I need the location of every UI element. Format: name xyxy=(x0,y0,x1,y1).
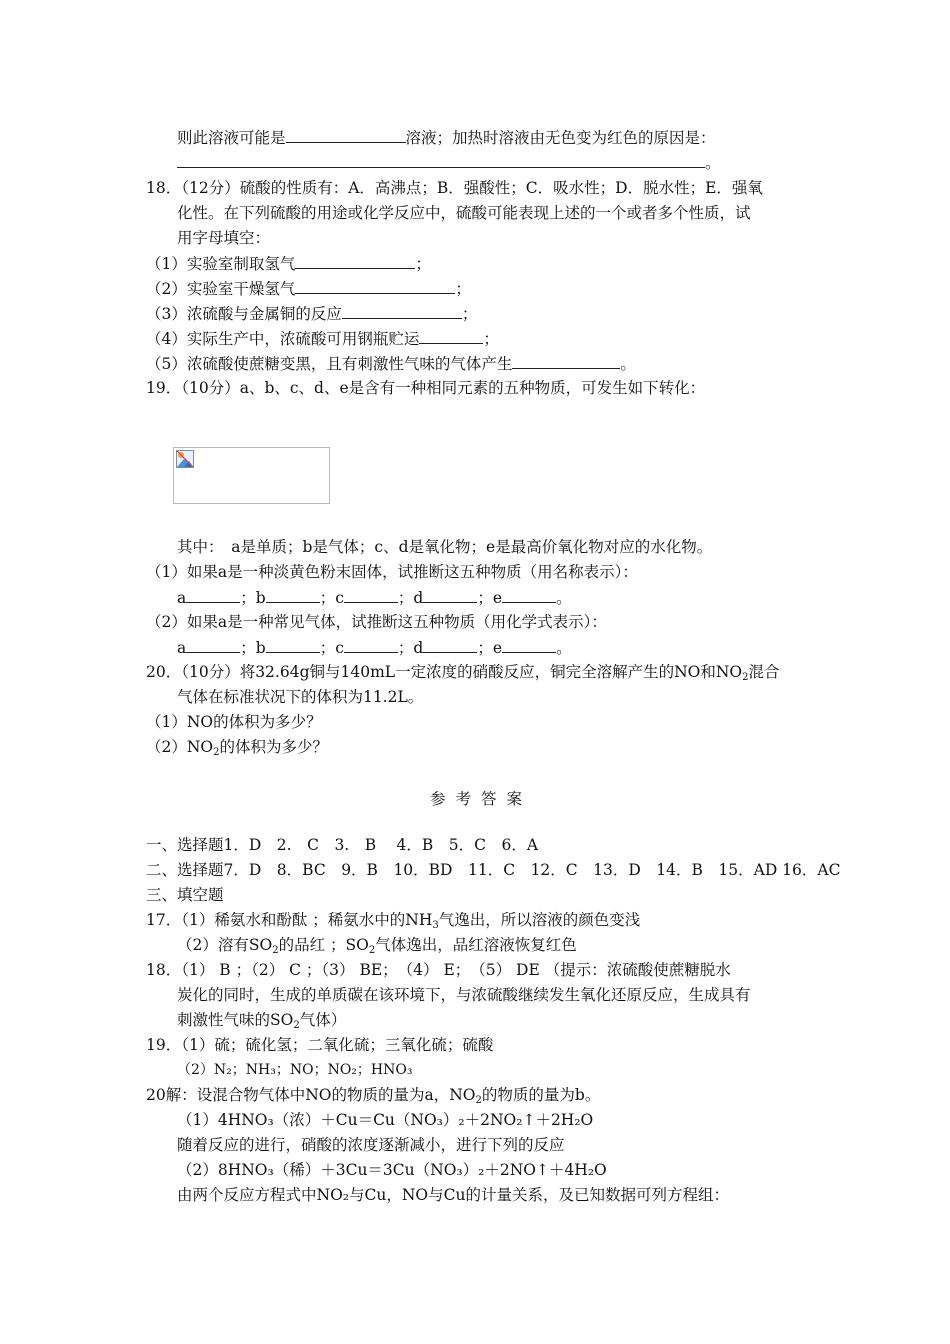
q19-blank-1b xyxy=(266,586,320,603)
q20-line2: 气体在标准状况下的体积为11.2L。 xyxy=(177,688,424,706)
answer-17-2 xyxy=(177,934,577,956)
q20-line1-tail: 混合 xyxy=(748,663,780,681)
q17-text-b: 溶液；加热时溶液由无色变为红色的原因是： xyxy=(405,129,716,147)
broken-image-placeholder xyxy=(173,447,330,504)
q17-blank-2 xyxy=(177,151,705,168)
a17-1-sub: 3 xyxy=(432,920,439,931)
answers-title: 参考答案 xyxy=(430,790,533,808)
q19-part1: （1）如果a是一种淡黄色粉末固体，试推断这五种物质（用名称表示）： xyxy=(146,563,638,581)
q17-blank-1 xyxy=(286,126,406,143)
q19-blank-2a xyxy=(186,636,240,653)
q18-blank-1 xyxy=(295,252,415,269)
a18-3-b: 气体） xyxy=(299,1011,347,1029)
q20-sub2-sub: 2 xyxy=(213,747,220,758)
q19-label-e: e xyxy=(492,589,503,607)
a17-2-c: 气体逸出，品红溶液恢复红色 xyxy=(375,936,577,954)
answer-18-3 xyxy=(177,1009,346,1031)
q18-item-5-text: （5）浓硫酸使蔗糖变黑，且有刺激性气味的气体产生 xyxy=(146,355,513,373)
answer-19-2: （2）N₂；NH₃；NO；NO₂；HNO₃ xyxy=(177,1062,413,1078)
q19-label-c: c xyxy=(335,639,344,657)
q19-blank-2b xyxy=(266,636,320,653)
q18-blank-3 xyxy=(342,302,462,319)
a20-1-b: 的物质的量为b。 xyxy=(481,1086,601,1104)
a17-1-a: 17．（1）稀氨水和酚酞 ；稀氨水中的NH xyxy=(146,911,433,929)
answer-17-1 xyxy=(146,909,640,931)
a17-2-sub2: 2 xyxy=(368,945,376,956)
q19-label-d: d xyxy=(413,589,424,607)
q20-sub1: （1）NO的体积为多少？ xyxy=(146,713,322,731)
q18-item-2 xyxy=(146,277,471,300)
answer-s3: 三、填空题 xyxy=(146,886,224,904)
q19-blanks-1 xyxy=(177,586,572,609)
q18-item-1 xyxy=(146,252,431,275)
q19-sep: ； xyxy=(477,589,493,607)
a18-3-a: 刺激性气味的SO xyxy=(177,1011,294,1029)
q19-sep: ； xyxy=(397,639,414,657)
q19-blank-2d xyxy=(423,636,477,653)
q19-part2: （2）如果a是一种常见气体，试推断这五种物质（用化学式表示）： xyxy=(146,613,607,631)
q18-line1: 18．（12分）硫酸的性质有：A．高沸点；B．强酸性；C．吸水性；D．脱水性；E．强氧 xyxy=(146,179,763,197)
answer-20-eq1: （1）4HNO₃（浓）＋Cu＝Cu（NO₃）₂＋2NO₂↑＋2H₂O xyxy=(177,1111,594,1129)
answer-19-1: 19．（1）硫；硫化氢；二氧化硫；三氧化硫；硫酸 xyxy=(146,1036,494,1054)
q18-semi-1: ； xyxy=(415,255,431,273)
a17-1-b: 气逸出，所以溶液的颜色变浅 xyxy=(438,911,641,929)
q18-item-3-text: （3）浓硫酸与金属铜的反应 xyxy=(146,305,342,323)
q18-blank-5 xyxy=(512,352,620,369)
q20-sub2-a: （2）NO xyxy=(146,738,214,756)
q18-item-1-text: （1）实验室制取氢气 xyxy=(146,255,296,273)
q17-text-a: 则此溶液可能是 xyxy=(177,129,286,147)
q19-blanks-2 xyxy=(177,636,572,659)
q19-blank-2c xyxy=(344,636,398,653)
answer-s2: 二、选择题7．D 8．BC 9．B 10．BD 11．C 12．C 13．D 14．B 15．AD 16．AC xyxy=(146,861,841,879)
q18-item-4 xyxy=(146,327,499,350)
q19-sep: ； xyxy=(319,589,336,607)
q19-label-b: b xyxy=(255,589,266,607)
answer-18-2: 炭化的同时，生成的单质碳在该环境下，与浓硫酸继续发生氧化还原反应，生成具有 xyxy=(177,986,751,1004)
q18-item-2-text: （2）实验室干燥氢气 xyxy=(146,280,296,298)
q19-period: 。 xyxy=(556,589,572,607)
answer-s1: 一、选择题1．D 2. C 3. B 4．B 5．C 6．A xyxy=(146,836,539,854)
q18-item-5 xyxy=(146,352,636,375)
q18-line2: 化性。在下列硫酸的用途或化学反应中，硫酸可能表现上述的一个或者多个性质，试 xyxy=(177,204,751,222)
q17-line2 xyxy=(177,151,721,174)
q19-sep: ； xyxy=(397,589,414,607)
a20-1-a: 20解：设混合物气体中NO的物质的量为a，NO xyxy=(146,1086,476,1104)
q17-period: 。 xyxy=(705,154,721,172)
answer-18-1: 18．（1） B ；（2） C ；（3） BE； （4） E； （5） DE （提示：浓硫酸使蔗糖脱水 xyxy=(146,961,731,979)
q20-line1-sub: 2 xyxy=(742,672,749,683)
q18-blank-2 xyxy=(295,277,455,294)
a17-2-b: 的品红 ；SO xyxy=(278,936,369,954)
q19-blank-1d xyxy=(423,586,477,603)
q19-sep: ； xyxy=(240,639,256,657)
q19-sep: ； xyxy=(240,589,256,607)
a20-1-sub: 2 xyxy=(475,1095,482,1106)
a17-2-a: （2）溶有SO xyxy=(177,936,273,954)
q20-line1-text: 20．（10分）将32.64g铜与140mL一定浓度的硝酸反应，铜完全溶解产生的NO和NO xyxy=(146,663,743,681)
q19-note: 其中： a是单质；b是气体；c、d是氧化物；e是最高价氧化物对应的水化物。 xyxy=(177,538,713,556)
q18-semi-2: ； xyxy=(455,280,471,298)
q18-item-3 xyxy=(146,302,477,325)
q19-sep: ； xyxy=(477,639,493,657)
answer-20-mid: 随着反应的进行，硝酸的浓度逐渐减小，进行下列的反应 xyxy=(177,1136,565,1154)
q20-line1 xyxy=(146,661,780,683)
q18-item-4-text: （4）实际生产中，浓硫酸可用钢瓶贮运 xyxy=(146,330,420,348)
q19-sep: ； xyxy=(319,639,336,657)
q19-blank-1c xyxy=(344,586,398,603)
q18-blank-4 xyxy=(419,327,483,344)
q17-line1 xyxy=(177,126,716,149)
q19-label-d: d xyxy=(413,639,424,657)
q19-line1: 19．（10分）a、b、c、d、e是含有一种相同元素的五种物质，可发生如下转化： xyxy=(146,379,706,397)
q18-period: 。 xyxy=(620,355,636,373)
a18-3-sub: 2 xyxy=(293,1020,300,1031)
q20-sub2-b: 的体积为多少？ xyxy=(219,738,329,756)
q19-label-c: c xyxy=(335,589,344,607)
q19-label-a: a xyxy=(177,639,187,657)
q19-label-e: e xyxy=(492,639,503,657)
q19-blank-1a xyxy=(186,586,240,603)
q18-semi-3: ； xyxy=(461,305,478,323)
answer-20-eq2: （2）8HNO₃（稀）＋3Cu＝3Cu（NO₃）₂＋2NO↑＋4H₂O xyxy=(177,1161,607,1179)
q20-sub2 xyxy=(146,736,328,758)
broken-image-icon xyxy=(176,450,194,468)
q19-blank-1e xyxy=(502,586,556,603)
q19-label-a: a xyxy=(177,589,187,607)
q18-semi-4: ； xyxy=(483,330,499,348)
q19-blank-2e xyxy=(502,636,556,653)
q18-line3: 用字母填空： xyxy=(177,229,271,247)
answer-20-1 xyxy=(146,1084,600,1106)
q19-label-b: b xyxy=(255,639,266,657)
a17-2-sub: 2 xyxy=(272,945,279,956)
q19-period: 。 xyxy=(556,639,572,657)
answer-20-last: 由两个反应方程式中NO₂与Cu，NO与Cu的计量关系，及已知数据可列方程组： xyxy=(177,1186,729,1204)
